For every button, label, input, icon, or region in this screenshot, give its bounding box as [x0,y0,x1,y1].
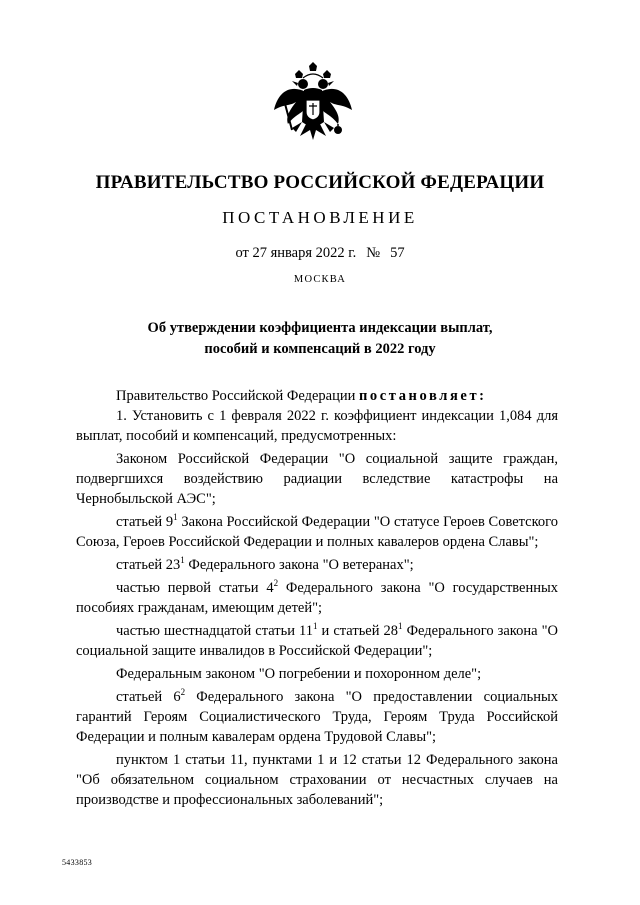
government-title: ПРАВИТЕЛЬСТВО РОССИЙСКОЙ ФЕДЕРАЦИИ [95,172,545,193]
veterans-text-a: статьей 23 [116,557,181,573]
preamble-paragraph [76,386,558,406]
subject-line-1: Об утверждении коэффициента индексации выплат, [147,320,493,336]
item-1-paragraph: 1. Установить с 1 февраля 2022 г. коэффициент индексации 1,084 для выплат, пособий и компенсаций, предусмотренных: [76,408,558,444]
disabled-paragraph [76,621,558,661]
document-body [76,386,558,810]
preamble-text: Правительство Российской Федерации [116,388,356,404]
preamble-action: постановляет: [358,388,487,404]
veterans-sup: 1 [180,555,185,565]
disabled-sup-1: 1 [313,621,318,631]
burial-paragraph: Федеральным законом "О погребении и похоронном деле"; [116,666,482,682]
document-city: МОСКВА [293,274,347,285]
heroes-text-b: Закона Российской Федерации "О статусе Героев Советского Союза, Героев Российской Федерации и полных кавалеров ордена Славы"; [76,514,559,550]
labour-heroes-paragraph [76,687,558,747]
disabled-sup-2: 1 [398,621,403,631]
children-paragraph [76,578,558,618]
subject-line-2: пособий и компенсаций в 2022 году [204,341,436,357]
heroes-sup: 1 [173,512,178,522]
heroes-paragraph [76,512,558,552]
disabled-text-a: частью шестнадцатой статьи 11 [116,623,314,639]
document-subject [80,318,560,360]
number-label: № [366,245,381,261]
document-code: 5433853 [62,858,93,867]
russian-coat-of-arms-icon [270,62,356,154]
labour-heroes-text-b: Федерального закона "О предоставлении социальных гарантий Героям Социалистического Труда, Героям Труда Российской Федерации и полным кавалерам ордена Трудовой Славы"; [76,689,559,745]
labour-heroes-text-a: статьей 6 [116,689,181,705]
insurance-paragraph: пунктом 1 статьи 11, пунктами 1 и 12 статьи 12 Федерального закона "Об обязательном социальном страховании от несчастных случаев на производстве и профессиональных заболеваний"; [76,752,558,808]
disabled-text-b: и статьей 28 [317,623,399,639]
document-number: 57 [390,245,405,261]
document-date-line [0,245,640,262]
children-text-b: Федерального закона "О государственных пособиях гражданам, имеющим детей"; [76,580,558,616]
veterans-text-b: Федерального закона "О ветеранах"; [184,557,414,573]
disabled-text-c: Федерального закона "О социальной защите инвалидов в Российской Федерации"; [76,623,558,659]
document-date: от 27 января 2022 г. [235,245,357,261]
labour-heroes-sup: 2 [180,687,186,697]
veterans-paragraph [76,555,558,575]
children-text-a: частью первой статьи 4 [116,580,274,596]
law-chernobyl-paragraph: Законом Российской Федерации "О социальной защите граждан, подвергшихся воздействию радиации вследствие катастрофы на Чернобыльской АЭС"; [76,451,558,507]
children-sup: 2 [273,578,279,588]
heroes-text-a: статьей 9 [116,514,174,530]
document-type: ПОСТАНОВЛЕНИЕ [222,208,418,227]
